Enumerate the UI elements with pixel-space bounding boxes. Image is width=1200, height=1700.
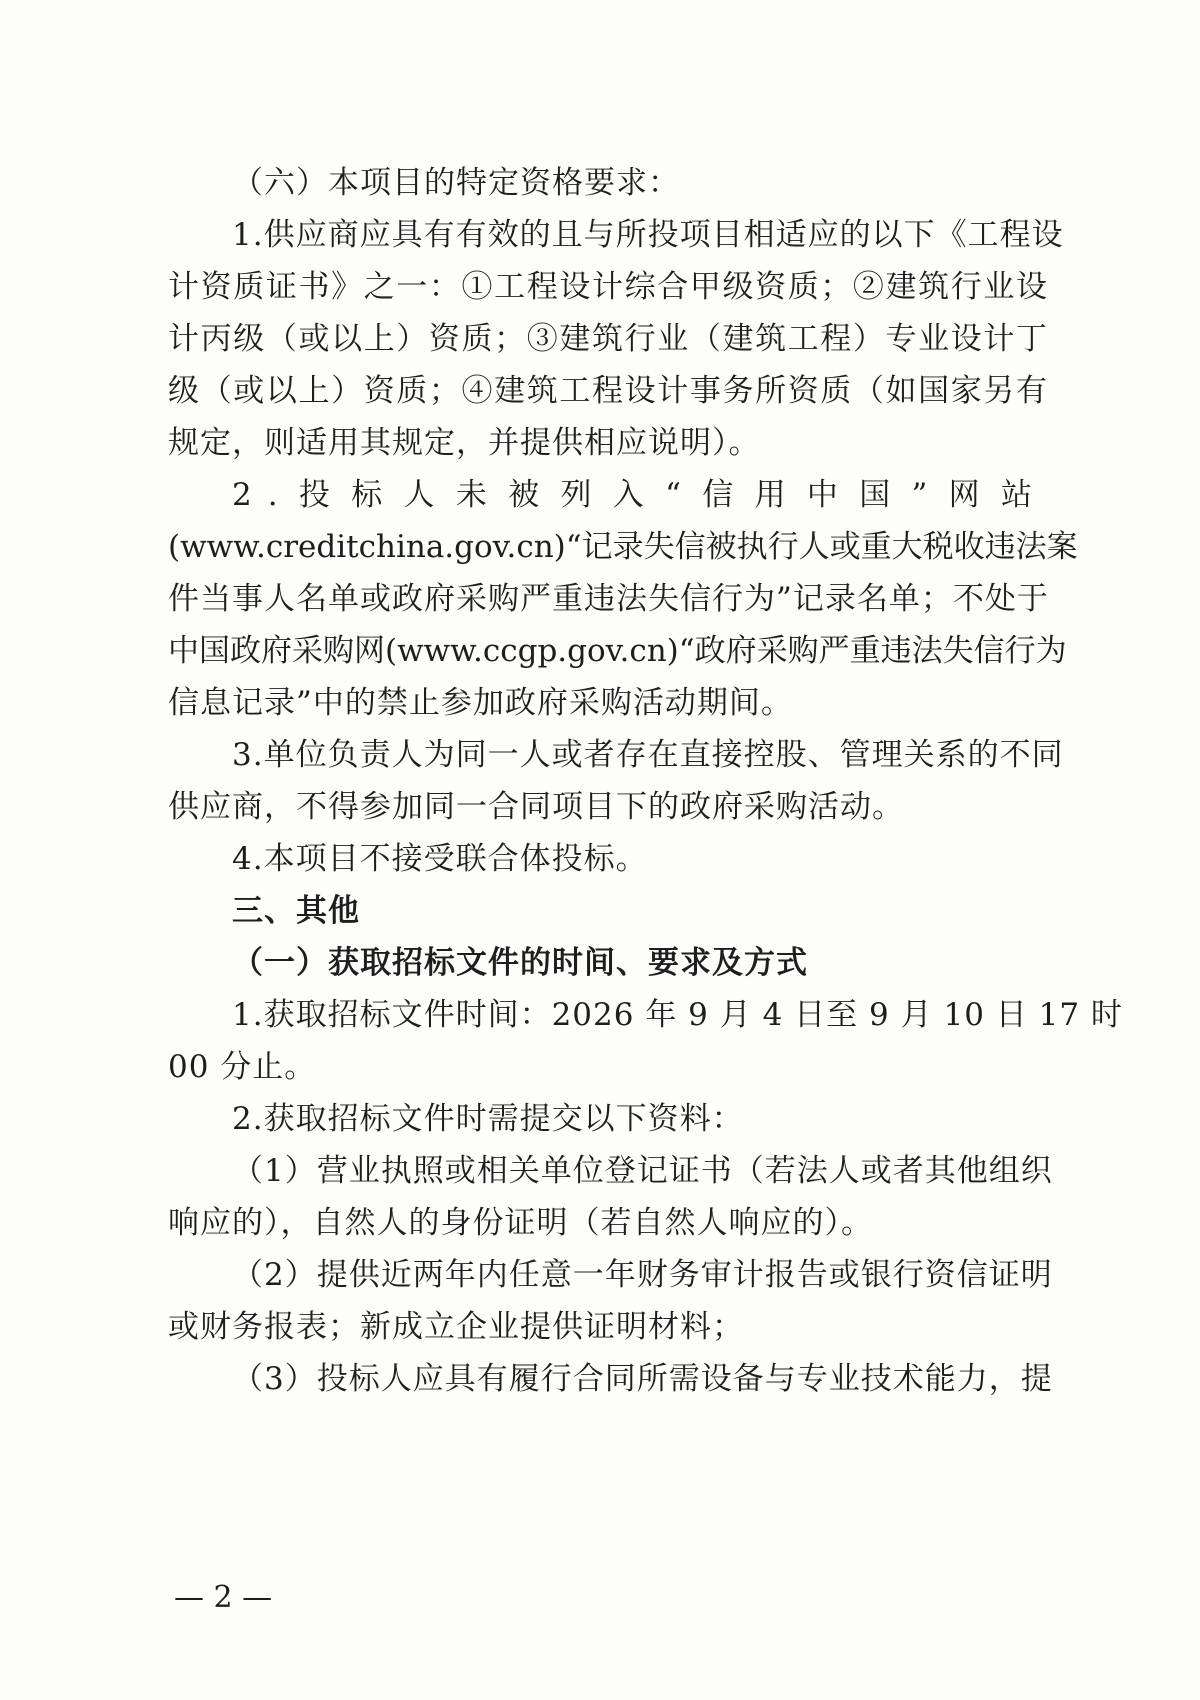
paragraph-line: 4.本项目不接受联合体投标。	[232, 841, 648, 877]
paragraph-line: 件当事人名单或政府采购严重违法失信行为”记录名单；不处于	[168, 581, 1049, 617]
subsection-heading-obtain-documents: （一）获取招标文件的时间、要求及方式	[232, 945, 808, 981]
paragraph-line: （3）投标人应具有履行合同所需设备与专业技术能力，提	[232, 1361, 1053, 1397]
paragraph-line: （1）营业执照或相关单位登记证书（若法人或者其他组织	[232, 1153, 1053, 1189]
paragraph-line: 规定，则适用其规定，并提供相应说明）。	[168, 425, 761, 461]
paragraph-line: 信息记录”中的禁止参加政府采购活动期间。	[168, 685, 793, 721]
subsection-heading-qualifications: （六）本项目的特定资格要求：	[232, 165, 680, 201]
section-heading-other: 三、其他	[232, 893, 360, 929]
paragraph-line: （2）提供近两年内任意一年财务审计报告或银行资信证明	[232, 1257, 1053, 1293]
paragraph-line: 响应的），自然人的身份证明（若自然人响应的）。	[168, 1205, 873, 1241]
paragraph-line: (www.creditchina.gov.cn)“记录失信被执行人或重大税收违法案	[168, 529, 1078, 565]
paragraph-line: 1.获取招标文件时间：2026 年 9 月 4 日至 9 月 10 日 17 时	[232, 997, 1123, 1033]
paragraph-line: 或财务报表；新成立企业提供证明材料；	[168, 1309, 744, 1345]
paragraph-line: 1.供应商应具有有效的且与所投项目相适应的以下《工程设	[232, 217, 1064, 253]
paragraph-line: 00 分止。	[168, 1049, 317, 1085]
paragraph-line: 3.单位负责人为同一人或者存在直接控股、管理关系的不同	[232, 737, 1064, 773]
paragraph-line: 中国政府采购网(www.ccgp.gov.cn)“政府采购严重违法失信行为	[168, 633, 1067, 669]
paragraph-line: 供应商，不得参加同一合同项目下的政府采购活动。	[168, 789, 904, 825]
paragraph-line: 2.投标人未被列入“信用中国”网站	[232, 477, 1048, 513]
page-number: — 2 —	[174, 1580, 273, 1615]
paragraph-line: 级（或以上）资质；④建筑工程设计事务所资质（如国家另有	[168, 373, 1048, 409]
paragraph-line: 计资质证书》之一：①工程设计综合甲级资质；②建筑行业设	[168, 269, 1048, 305]
paragraph-line: 计丙级（或以上）资质；③建筑行业（建筑工程）专业设计丁	[168, 321, 1048, 357]
paragraph-line: 2.获取招标文件时需提交以下资料：	[232, 1101, 744, 1137]
